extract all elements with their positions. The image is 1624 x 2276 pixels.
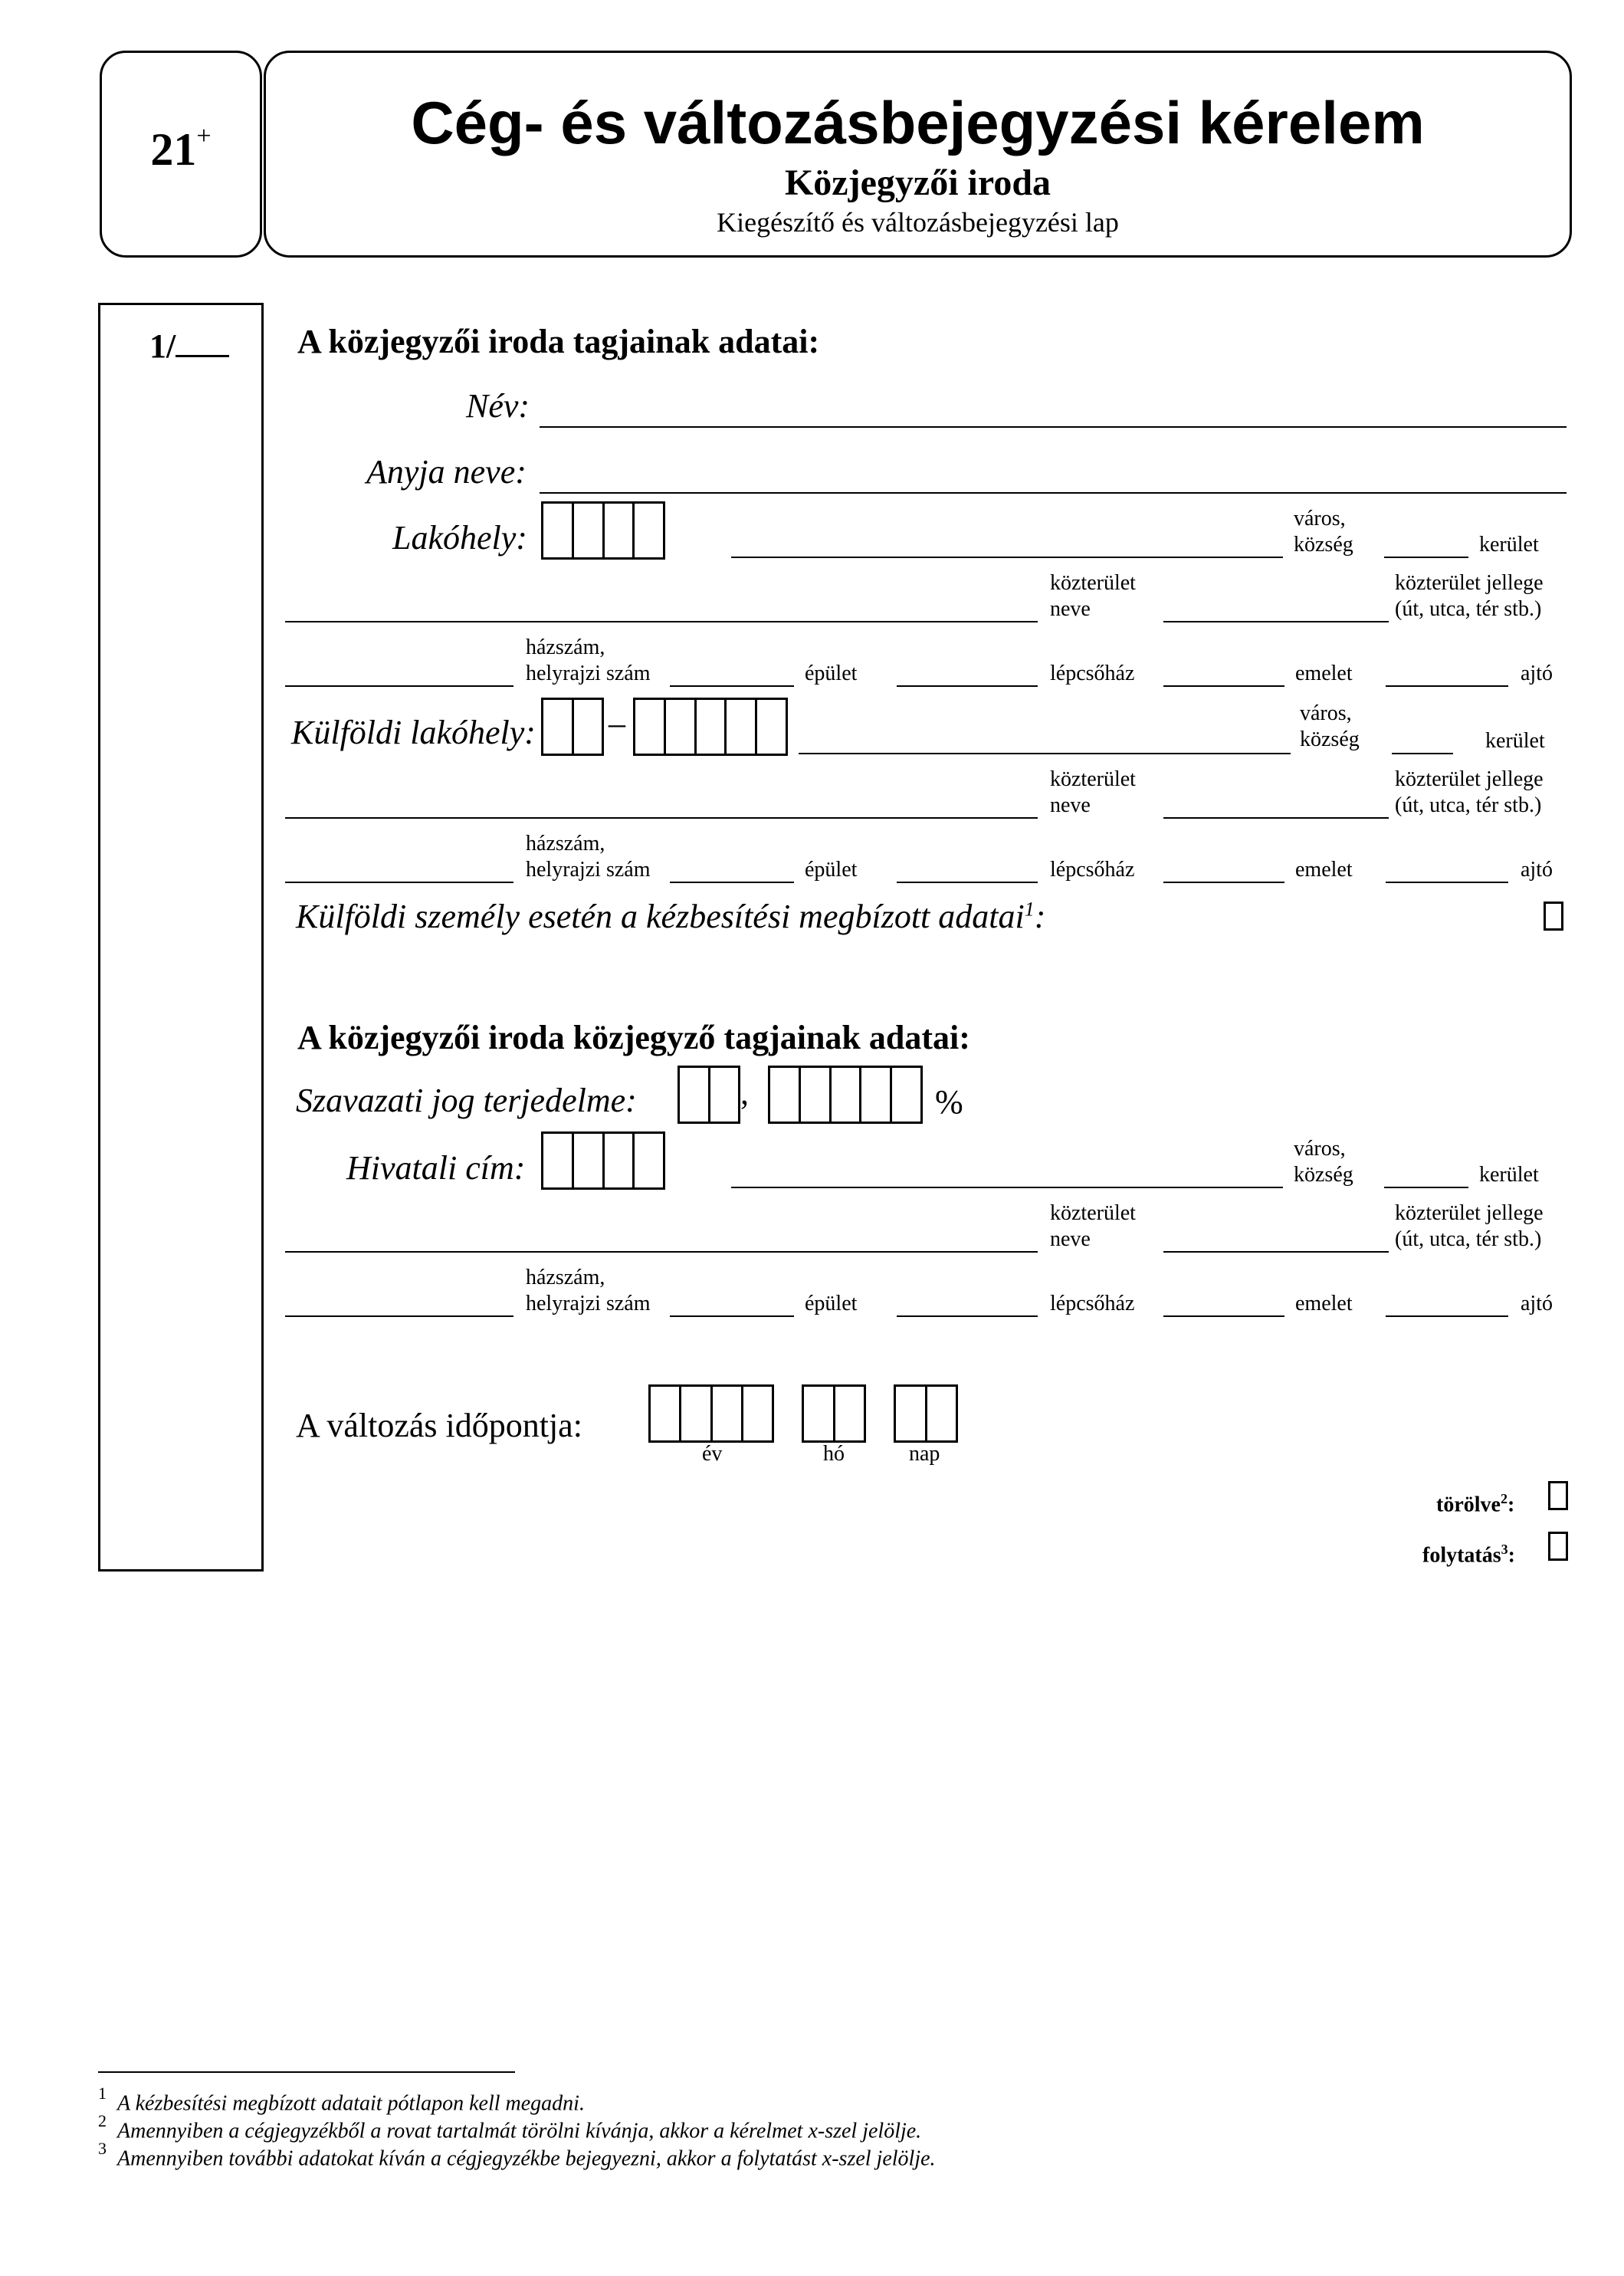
foreign-stairs-label: lépcsőház bbox=[1050, 858, 1135, 882]
office-city-field[interactable] bbox=[731, 1187, 1283, 1188]
delegate-label: Külföldi személy esetén a kézbesítési megbízott adatai$^1$: bbox=[296, 898, 1046, 935]
office-floor-label: emelet bbox=[1295, 1292, 1353, 1315]
office-street-name-label: közterület neve bbox=[1050, 1201, 1136, 1251]
residence-door-field[interactable] bbox=[1386, 685, 1508, 687]
change-month-cells[interactable] bbox=[802, 1384, 866, 1443]
page-counter-box bbox=[98, 303, 264, 1572]
vote-comma: , bbox=[740, 1074, 749, 1112]
name-label: Név: bbox=[466, 387, 530, 425]
residence-house-label: házszám, helyrajzi szám bbox=[526, 636, 651, 685]
mother-name-label: Anyja neve: bbox=[366, 453, 527, 491]
foreign-dash: – bbox=[609, 704, 625, 742]
foreign-building-field[interactable] bbox=[670, 882, 794, 883]
residence-house-field[interactable] bbox=[285, 685, 513, 687]
foreign-house-field[interactable] bbox=[285, 882, 513, 883]
form-number: 21+ bbox=[150, 122, 212, 175]
section2-heading: A közjegyzői iroda közjegyző tagjainak adatai: bbox=[297, 1019, 970, 1056]
foreign-floor-field[interactable] bbox=[1163, 882, 1284, 883]
residence-street-type-label: közterület jellege (út, utca, tér stb.) bbox=[1395, 571, 1544, 621]
residence-district-label: kerület bbox=[1479, 533, 1539, 557]
foreign-door-field[interactable] bbox=[1386, 882, 1508, 883]
foreign-street-type-label: közterület jellege (út, utca, tér stb.) bbox=[1395, 767, 1544, 817]
vote-percent: % bbox=[935, 1083, 963, 1121]
mother-name-field[interactable] bbox=[540, 492, 1567, 494]
office-building-field[interactable] bbox=[670, 1315, 794, 1317]
residence-door-label: ajtó bbox=[1521, 662, 1553, 685]
foreign-house-label: házszám, helyrajzi szám bbox=[526, 832, 651, 882]
foreign-district-field[interactable] bbox=[1392, 753, 1453, 754]
change-month-label: hó bbox=[823, 1442, 845, 1466]
office-door-label: ajtó bbox=[1521, 1292, 1553, 1315]
office-building-label: épület bbox=[805, 1292, 858, 1315]
office-district-field[interactable] bbox=[1384, 1187, 1468, 1188]
footnote-separator bbox=[98, 2071, 515, 2073]
foreign-door-label: ajtó bbox=[1521, 858, 1553, 882]
residence-district-field[interactable] bbox=[1384, 557, 1468, 558]
residence-label: Lakóhely: bbox=[392, 519, 527, 557]
office-floor-field[interactable] bbox=[1163, 1315, 1284, 1317]
office-address-label: Hivatali cím: bbox=[346, 1149, 526, 1187]
foreign-stairs-field[interactable] bbox=[897, 882, 1038, 883]
office-street-name-field[interactable] bbox=[285, 1251, 1038, 1253]
vote-integer-cells[interactable] bbox=[677, 1066, 740, 1124]
page-counter-field[interactable] bbox=[176, 327, 229, 357]
foreign-building-label: épület bbox=[805, 858, 858, 882]
footnote-3: $^3$ Amennyiben további adatokat kíván a cégjegyzékbe bejegyezni, akkor a folytatást x-szel jelölje. bbox=[98, 2139, 936, 2171]
residence-street-name-field[interactable] bbox=[285, 621, 1038, 622]
vote-label: Szavazati jog terjedelme: bbox=[296, 1082, 637, 1119]
change-day-label: nap bbox=[909, 1442, 940, 1466]
form-number-box bbox=[100, 51, 262, 258]
foreign-street-name-field[interactable] bbox=[285, 817, 1038, 819]
foreign-street-type-field[interactable] bbox=[1163, 817, 1389, 819]
office-district-label: kerület bbox=[1479, 1163, 1539, 1187]
deleted-label: törölve$^2$: bbox=[1436, 1491, 1515, 1517]
change-date-label: A változás időpontja: bbox=[296, 1407, 582, 1444]
name-field[interactable] bbox=[540, 426, 1567, 428]
residence-city-field[interactable] bbox=[731, 557, 1283, 558]
foreign-city-label: város, község bbox=[1300, 701, 1360, 751]
residence-floor-field[interactable] bbox=[1163, 685, 1284, 687]
delegate-checkbox[interactable] bbox=[1544, 902, 1563, 931]
form-title: Cég- és változásbejegyzési kérelem bbox=[411, 89, 1425, 156]
continued-checkbox[interactable] bbox=[1548, 1532, 1568, 1561]
office-stairs-field[interactable] bbox=[897, 1315, 1038, 1317]
office-door-field[interactable] bbox=[1386, 1315, 1508, 1317]
foreign-country-cells[interactable] bbox=[541, 698, 604, 756]
foreign-floor-label: emelet bbox=[1295, 858, 1353, 882]
office-house-label: házszám, helyrajzi szám bbox=[526, 1266, 651, 1315]
office-stairs-label: lépcsőház bbox=[1050, 1292, 1135, 1315]
office-house-field[interactable] bbox=[285, 1315, 513, 1317]
foreign-district-label: kerület bbox=[1485, 729, 1545, 753]
foreign-city-field[interactable] bbox=[799, 753, 1291, 754]
title-box bbox=[264, 51, 1572, 258]
foreign-street-name-label: közterület neve bbox=[1050, 767, 1136, 817]
footnote-2: $^2$ Amennyiben a cégjegyzékből a rovat tartalmát törölni kívánja, akkor a kérelmet x-szel jelölje. bbox=[98, 2111, 922, 2143]
footnote-1: $^1$ A kézbesítési megbízott adatait pótlapon kell megadni. bbox=[98, 2084, 585, 2116]
form-subsubtitle: Kiegészítő és változásbejegyzési lap bbox=[717, 207, 1119, 238]
page-counter: 1/ bbox=[149, 327, 229, 366]
residence-building-label: épület bbox=[805, 662, 858, 685]
change-year-label: év bbox=[702, 1442, 723, 1466]
residence-building-field[interactable] bbox=[670, 685, 794, 687]
office-zip-cells[interactable] bbox=[541, 1131, 665, 1190]
foreign-zip-cells[interactable] bbox=[633, 698, 788, 756]
office-street-type-label: közterület jellege (út, utca, tér stb.) bbox=[1395, 1201, 1544, 1251]
residence-floor-label: emelet bbox=[1295, 662, 1353, 685]
residence-zip-cells[interactable] bbox=[541, 501, 665, 560]
residence-street-name-label: közterület neve bbox=[1050, 571, 1136, 621]
form-subtitle: Közjegyzői iroda bbox=[784, 163, 1051, 203]
section1-heading: A közjegyzői iroda tagjainak adatai: bbox=[297, 323, 820, 360]
residence-stairs-field[interactable] bbox=[897, 685, 1038, 687]
residence-street-type-field[interactable] bbox=[1163, 621, 1389, 622]
foreign-residence-label: Külföldi lakóhely: bbox=[291, 714, 536, 751]
residence-stairs-label: lépcsőház bbox=[1050, 662, 1135, 685]
residence-city-label: város, község bbox=[1294, 507, 1353, 557]
office-city-label: város, község bbox=[1294, 1137, 1353, 1187]
change-day-cells[interactable] bbox=[894, 1384, 958, 1443]
vote-fraction-cells[interactable] bbox=[768, 1066, 923, 1124]
deleted-checkbox[interactable] bbox=[1548, 1481, 1568, 1510]
change-year-cells[interactable] bbox=[648, 1384, 774, 1443]
continued-label: folytatás$^3$: bbox=[1422, 1542, 1515, 1568]
office-street-type-field[interactable] bbox=[1163, 1251, 1389, 1253]
